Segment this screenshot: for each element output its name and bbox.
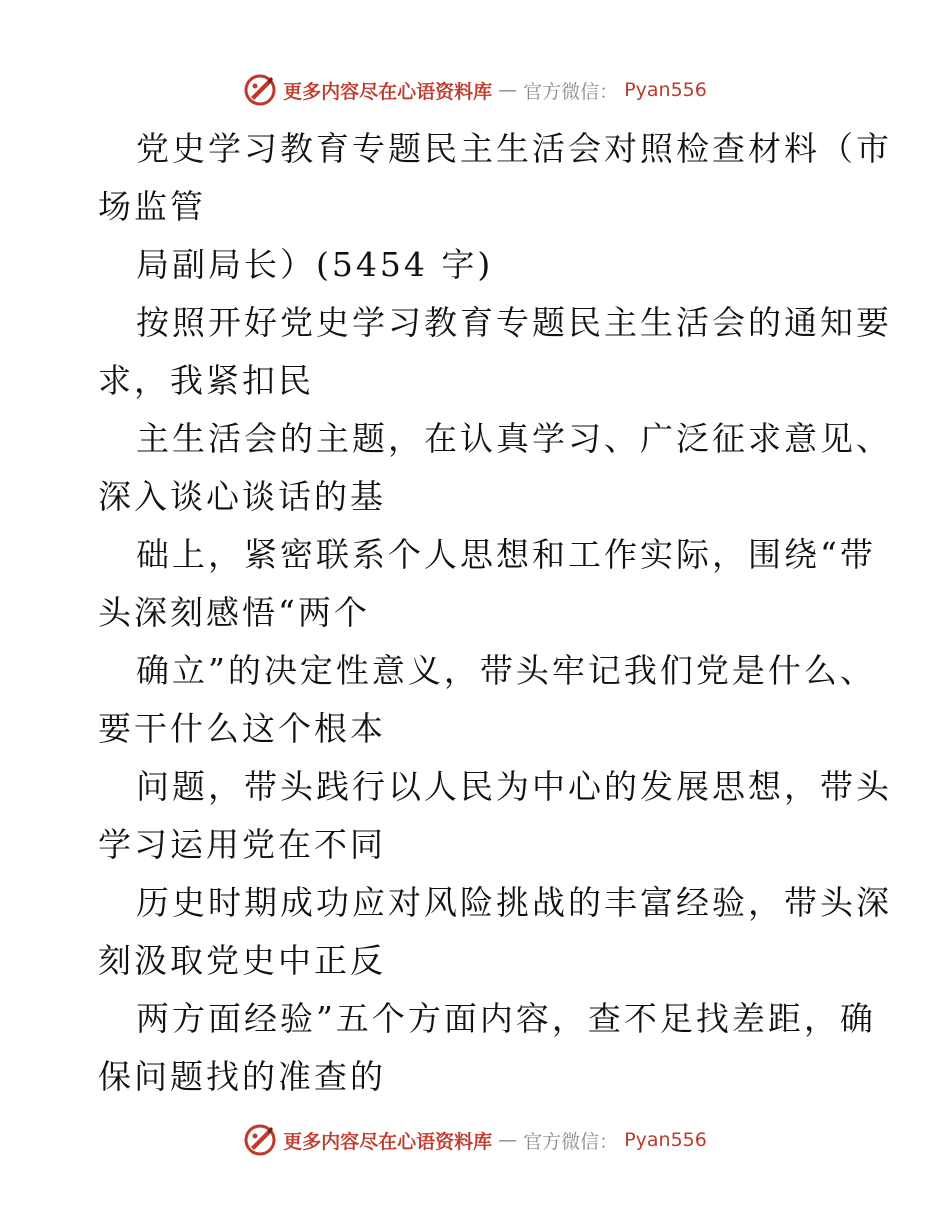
- body-line: 确立”的决定性意义，带头牢记我们党是什么、: [136, 651, 876, 690]
- header-banner: [0, 70, 950, 110]
- header-official-label: 官方微信：: [523, 80, 619, 103]
- body-line: 党史学习教育专题民主生活会对照检查材料（市: [136, 129, 892, 168]
- body-line: 刻汲取党史中正反: [98, 941, 386, 980]
- body-line: 历史时期成功应对风险挑战的丰富经验，带头深: [136, 883, 892, 922]
- footer-wechat-id: Pyan556: [624, 1129, 707, 1151]
- document-body: [98, 120, 892, 1106]
- footer-banner: [0, 1120, 950, 1160]
- body-line: 按照开好党史学习教育专题民主生活会的通知要: [136, 303, 892, 342]
- header-wechat-id: Pyan556: [624, 79, 707, 101]
- body-line: 求，我紧扣民: [98, 361, 314, 400]
- footer-official-label: 官方微信：: [523, 1130, 619, 1153]
- brand-logo-icon: [243, 1123, 277, 1157]
- body-line: 保问题找的准查的: [98, 1057, 386, 1096]
- body-line: 头深刻感悟“两个: [98, 593, 370, 632]
- header-dash: —: [498, 79, 518, 101]
- body-line: 主生活会的主题，在认真学习、广泛征求意见、: [136, 419, 892, 458]
- footer-promo-text: 更多内容尽在心语资料库: [283, 1130, 493, 1153]
- body-line: 深入谈心谈话的基: [98, 477, 386, 516]
- body-line: 础上，紧密联系个人思想和工作实际，围绕“带: [136, 535, 876, 574]
- footer-dash: —: [498, 1129, 518, 1151]
- body-line: 问题，带头践行以人民为中心的发展思想，带头: [136, 767, 892, 806]
- header-promo-text: 更多内容尽在心语资料库: [283, 80, 493, 103]
- body-line: 局副局长）(5454 字): [136, 245, 494, 284]
- body-line: 要干什么这个根本: [98, 709, 386, 748]
- brand-logo-icon: [243, 73, 277, 107]
- body-line: 两方面经验”五个方面内容，查不足找差距，确: [136, 999, 876, 1038]
- body-line: 场监管: [98, 187, 206, 226]
- body-line: 学习运用党在不同: [98, 825, 386, 864]
